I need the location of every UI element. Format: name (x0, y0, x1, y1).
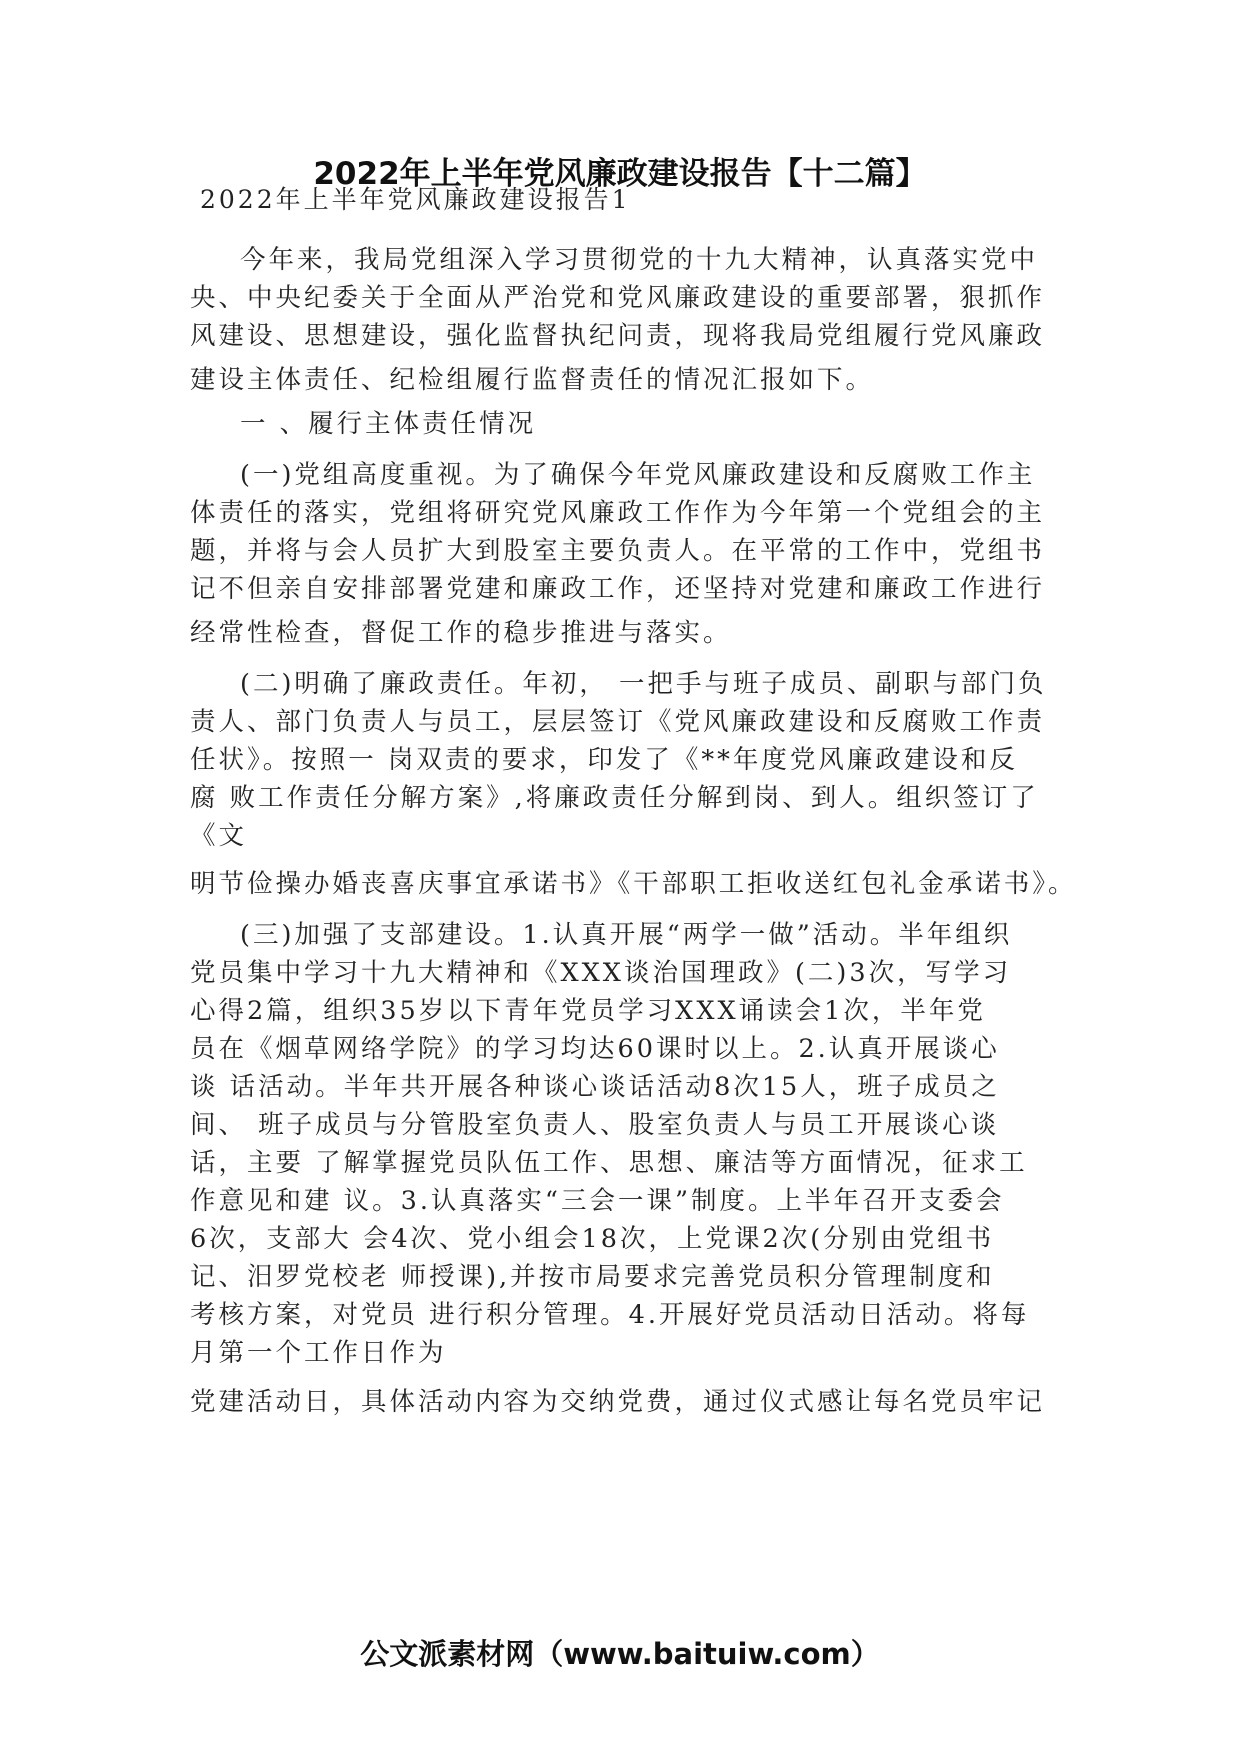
body-line: 《文 (190, 821, 248, 851)
body-line: 明节俭操办婚丧喜庆事宜承诺书》《干部职工拒收送红包礼金承诺书》。 (190, 869, 1077, 899)
body-line: 员在《烟草网络学院》的学习均达60课时以上。2.认真开展谈心 (190, 1034, 1000, 1064)
body-line: (一)党组高度重视。为了确保今年党风廉政建设和反腐败工作主 (240, 460, 1036, 490)
body-line: 心得2篇，组织35岁以下青年党员学习XXX诵读会1次，半年党 (190, 996, 986, 1026)
body-line: 央、中央纪委关于全面从严治党和党风廉政建设的重要部署，狠抓作 (190, 283, 1046, 313)
body-line: 经常性检查，督促工作的稳步推进与落实。 (190, 618, 732, 648)
section-heading: 一 、履行主体责任情况 (240, 409, 537, 439)
body-line: 体责任的落实，党组将研究党风廉政工作作为今年第一个党组会的主 (190, 498, 1046, 528)
body-line: 建设主体责任、纪检组履行监督责任的情况汇报如下。 (190, 365, 875, 395)
body-line: 作意见和建 议。3.认真落实“三会一课”制度。上半年召开支委会 (190, 1186, 1005, 1216)
body-line: 党建活动日，具体活动内容为交纳党费，通过仪式感让每名党员牢记 (190, 1387, 1046, 1417)
body-line: 任状》。按照一 岗双责的要求，印发了《**年度党风廉政建设和反 (190, 745, 1018, 775)
body-line: 党员集中学习十九大精神和《XXX谈治国理政》(二)3次，写学习 (190, 958, 1012, 988)
body-line: 责人、部门负责人与员工，层层签订《党风廉政建设和反腐败工作责 (190, 707, 1046, 737)
body-line: (二)明确了廉政责任。年初， 一把手与班子成员、副职与部门负 (240, 669, 1047, 699)
body-line: (三)加强了支部建设。1.认真开展“两学一做”活动。半年组织 (240, 920, 1013, 950)
document-subtitle: 2022年上半年党风廉政建设报告1 (200, 185, 631, 214)
body-line: 间、 班子成员与分管股室负责人、股室负责人与员工开展谈心谈 (190, 1110, 1000, 1140)
body-line: 6次，支部大 会4次、党小组会18次，上党课2次(分别由党组书 (190, 1224, 995, 1254)
body-line: 今年来，我局党组深入学习贯彻党的十九大精神，认真落实党中 (240, 245, 1039, 275)
document-title: 2022年上半年党风廉政建设报告【十二篇】 (313, 156, 927, 192)
body-line: 记、汨罗党校老 师授课),并按市局要求完善党员积分管理制度和 (190, 1262, 995, 1292)
body-line: 谈 话活动。半年共开展各种谈心谈话活动8次15人，班子成员之 (190, 1072, 1000, 1102)
body-line: 腐 败工作责任分解方案》,将廉政责任分解到岗、到人。组织签订了 (190, 783, 1039, 813)
body-line: 风建设、思想建设，强化监督执纪问责，现将我局党组履行党风廉政 (190, 321, 1046, 351)
body-line: 月第一个工作日作为 (190, 1338, 447, 1368)
footer-watermark: 公文派素材网（www.baituiw.com） (360, 1637, 880, 1671)
body-line: 记不但亲自安排部署党建和廉政工作，还坚持对党建和廉政工作进行 (190, 574, 1046, 604)
body-line: 题，并将与会人员扩大到股室主要负责人。在平常的工作中，党组书 (190, 536, 1046, 566)
body-line: 话，主要 了解掌握党员队伍工作、思想、廉洁等方面情况，征求工 (190, 1148, 1028, 1178)
body-line: 考核方案，对党员 进行积分管理。4.开展好党员活动日活动。将每 (190, 1300, 1030, 1330)
